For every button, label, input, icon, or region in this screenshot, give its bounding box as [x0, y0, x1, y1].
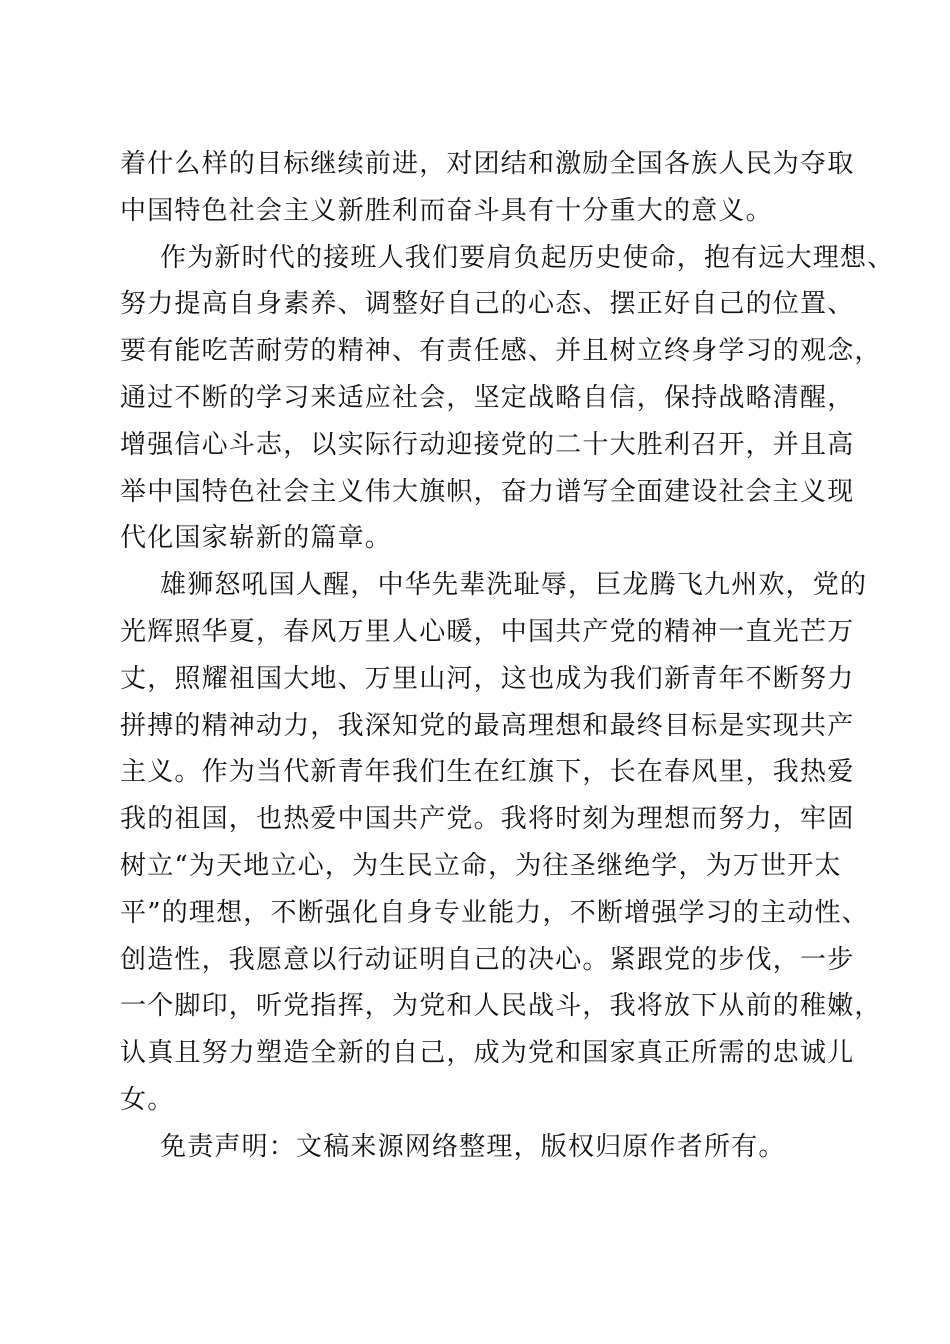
paragraph-line: 中国特色社会主义新胜利而奋斗具有十分重大的意义。 [120, 195, 773, 226]
paragraph-line: 我的祖国，也热爱中国共产党。我将时刻为理想而努力，牢固 [120, 804, 855, 835]
paragraph-line: 着什么样的目标继续前进，对团结和激励全国各族人民为夺取 [120, 149, 855, 179]
paragraph-line: 主义。作为当代新青年我们生在红旗下，长在春风里，我热爱 [120, 757, 855, 788]
paragraph-line: 拼搏的精神动力，我深知党的最高理想和最终目标是实现共产 [120, 710, 855, 741]
paragraph-line: 雄狮怒吼国人醒，中华先辈洗耻辱，巨龙腾飞九州欢，党的 [160, 570, 868, 601]
paragraph-line: 通过不断的学习来适应社会，坚定战略自信，保持战略清醒， [120, 382, 855, 413]
document-body [120, 141, 895, 1171]
paragraph-line: 树立“为天地立心，为生民立命，为往圣继绝学，为万世开太 [120, 850, 842, 881]
paragraph-line: 增强信心斗志，以实际行动迎接党的二十大胜利召开，并且高 [120, 429, 855, 460]
paragraph-line: 作为新时代的接班人我们要肩负起历史使命，抱有远大理想、 [160, 242, 895, 273]
paragraph-line: 努力提高自身素养、调整好自己的心态、摆正好自己的位置、 [120, 289, 855, 320]
paragraph-line: 一个脚印，听党指挥，为党和人民战斗，我将放下从前的稚嫩， [120, 991, 882, 1022]
paragraph-line: 光辉照华夏，春风万里人心暖，中国共产党的精神一直光芒万 [120, 616, 855, 647]
paragraph-line: 举中国特色社会主义伟大旗帜，奋力谱写全面建设社会主义现 [120, 476, 855, 507]
disclaimer-line: 免责声明：文稿来源网络整理，版权归原作者所有。 [160, 1131, 786, 1162]
paragraph-line: 平”的理想，不断强化自身专业能力，不断增强学习的主动性、 [120, 897, 869, 928]
paragraph-line: 要有能吃苦耐劳的精神、有责任感、并且树立终身学习的观念， [120, 336, 882, 367]
paragraph-line: 认真且努力塑造全新的自己，成为党和国家真正所需的忠诚儿 [120, 1038, 855, 1069]
paragraph-line: 创造性，我愿意以行动证明自己的决心。紧跟党的步伐，一步 [120, 944, 855, 975]
paragraph-line: 女。 [120, 1084, 175, 1115]
paragraph-line: 代化国家崭新的篇章。 [120, 523, 393, 554]
paragraph-line: 丈，照耀祖国大地、万里山河，这也成为我们新青年不断努力 [120, 663, 855, 694]
